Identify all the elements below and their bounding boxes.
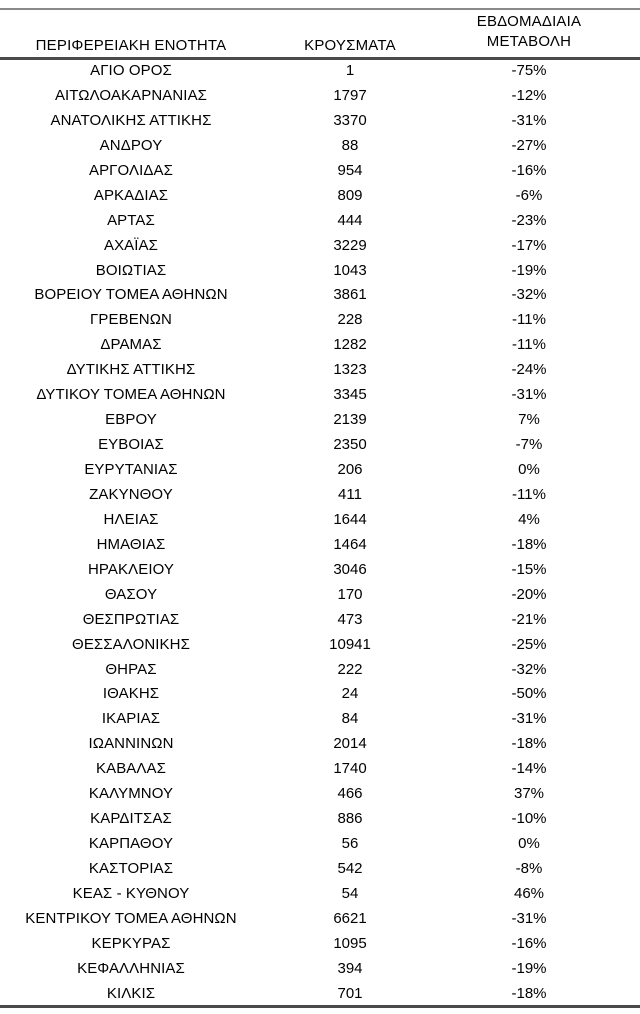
cases-value: 1282 [333, 336, 367, 354]
table-row [0, 633, 640, 658]
weekly-change-value: -11% [512, 485, 546, 503]
region-name: ΑΡΓΟΛΙΔΑΣ [88, 161, 174, 179]
table-row [0, 109, 640, 134]
table-row [0, 707, 640, 732]
header-change-line2: ΜΕΤΑΒΟΛΗ [486, 33, 572, 50]
cases-value: 2139 [333, 411, 367, 429]
cases-value: 1644 [333, 510, 367, 528]
weekly-change-value: -18% [511, 535, 547, 553]
table-row [0, 134, 640, 159]
weekly-change-value: -27% [511, 136, 547, 154]
cases-value: 6621 [333, 909, 367, 927]
table-row [0, 508, 640, 533]
table-row [0, 957, 640, 982]
cases-value: 411 [338, 485, 362, 503]
table-row [0, 757, 640, 782]
table-row [0, 84, 640, 109]
region-name: ΚΑΒΑΛΑΣ [95, 760, 167, 778]
cases-value: 1095 [333, 934, 367, 952]
region-name: ΘΕΣΠΡΩΤΙΑΣ [82, 610, 180, 628]
weekly-change-value: -10% [511, 810, 547, 828]
region-name: ΒΟΙΩΤΙΑΣ [95, 261, 167, 279]
cases-value: 84 [341, 710, 359, 728]
cases-value: 444 [337, 211, 363, 229]
weekly-change-value: -31% [511, 909, 547, 927]
cases-value: 88 [341, 136, 359, 154]
weekly-change-value: 46% [513, 884, 545, 902]
table-row [0, 857, 640, 882]
region-name: ΑΧΑΪΑΣ [103, 236, 159, 254]
weekly-change-value: -31% [511, 111, 547, 129]
table-row [0, 433, 640, 458]
region-name: ΘΑΣΟΥ [104, 585, 158, 603]
cases-value: 3345 [333, 386, 367, 404]
table-body [0, 59, 640, 1007]
cases-value: 954 [337, 161, 363, 179]
cases-value: 473 [337, 610, 363, 628]
cases-value: 542 [337, 860, 363, 877]
region-name: ΗΛΕΙΑΣ [103, 510, 159, 528]
region-name: ΘΕΣΣΑΛΟΝΙΚΗΣ [72, 635, 190, 653]
region-name: ΚΕΦΑΛΛΗΝΙΑΣ [77, 959, 185, 977]
region-name: ΚΑΡΠΑΘΟΥ [88, 835, 174, 853]
region-name: ΕΒΡΟΥ [105, 411, 157, 429]
cases-value: 24 [341, 685, 359, 703]
bottom-rule [0, 1005, 640, 1008]
cases-value: 3046 [333, 560, 367, 578]
header-weekly-change [446, 12, 612, 52]
weekly-change-value: -11% [512, 336, 546, 354]
region-name: ΑΡΚΑΔΙΑΣ [93, 186, 169, 204]
cases-value: 886 [337, 810, 363, 828]
cases-value: 2014 [333, 735, 367, 753]
cases-value: 1464 [333, 535, 367, 553]
region-name: ΑΝΑΤΟΛΙΚΗΣ ΑΤΤΙΚΗΣ [50, 111, 212, 129]
weekly-change-value: -23% [511, 211, 547, 229]
table-row [0, 234, 640, 259]
region-name: ΑΓΙΟ ΟΡΟΣ [90, 62, 172, 79]
region-name: ΘΗΡΑΣ [105, 660, 157, 678]
table-row [0, 682, 640, 707]
table-row [0, 832, 640, 857]
table-row [0, 608, 640, 633]
region-name: ΗΜΑΘΙΑΣ [96, 535, 166, 553]
weekly-change-value: -31% [511, 710, 547, 728]
weekly-change-value: 4% [518, 510, 540, 528]
weekly-change-value: -20% [511, 585, 547, 603]
region-name: ΒΟΡΕΙΟΥ ΤΟΜΕΑ ΑΘΗΝΩΝ [34, 286, 228, 304]
cases-value: 3370 [333, 111, 367, 129]
region-name: ΑΙΤΩΛΟΑΚΑΡΝΑΝΙΑΣ [54, 86, 208, 104]
cases-value: 466 [337, 785, 363, 803]
table-row [0, 184, 640, 209]
region-name: ΕΥΡΥΤΑΝΙΑΣ [84, 461, 178, 478]
cases-value: 206 [337, 461, 363, 478]
cases-value: 1043 [333, 261, 367, 279]
weekly-change-value: -31% [511, 386, 547, 404]
weekly-change-value: -25% [511, 635, 547, 653]
region-name: ΙΘΑΚΗΣ [102, 685, 160, 703]
table-row [0, 383, 640, 408]
region-name: ΚΑΡΔΙΤΣΑΣ [90, 810, 172, 828]
weekly-change-value: -32% [511, 660, 547, 678]
weekly-change-value: -75% [511, 62, 547, 79]
cases-value: 1797 [333, 86, 367, 104]
cases-value: 3861 [333, 286, 367, 304]
table-header [0, 10, 640, 56]
weekly-change-value: -50% [511, 685, 547, 703]
table-row [0, 882, 640, 907]
cases-value: 2350 [333, 436, 367, 454]
table-row [0, 283, 640, 308]
table-row [0, 558, 640, 583]
header-region: ΠΕΡΙΦΕΡΕΙΑΚΗ ΕΝΟΤΗΤΑ [35, 37, 227, 54]
cases-value: 56 [341, 835, 359, 853]
weekly-change-value: -18% [511, 984, 547, 1002]
weekly-change-value: -15% [511, 560, 547, 578]
table-row [0, 732, 640, 757]
cases-value: 809 [337, 186, 363, 204]
table-row [0, 533, 640, 558]
weekly-change-value: -19% [511, 261, 547, 279]
region-name: ΖΑΚΥΝΘΟΥ [89, 485, 173, 503]
table-row [0, 483, 640, 508]
weekly-change-value: -17% [511, 236, 547, 254]
table-row [0, 308, 640, 333]
region-name: ΚΕΝΤΡΙΚΟΥ ΤΟΜΕΑ ΑΘΗΝΩΝ [25, 909, 237, 927]
header-change-line1: ΕΒΔΟΜΑΔΙΑΙΑ [476, 13, 582, 30]
weekly-change-value: -19% [511, 959, 547, 977]
table-row [0, 408, 640, 433]
weekly-change-value: -11% [512, 311, 546, 329]
region-name: ΙΚΑΡΙΑΣ [101, 710, 161, 728]
region-name: ΚΑΛΥΜΝΟΥ [88, 785, 174, 803]
cases-value: 10941 [329, 635, 371, 653]
cases-value: 394 [337, 959, 363, 977]
table-row [0, 159, 640, 184]
region-name: ΔΡΑΜΑΣ [100, 336, 162, 354]
weekly-change-value: 7% [518, 411, 540, 429]
cases-value: 3229 [333, 236, 367, 254]
cases-value: 170 [337, 585, 363, 603]
weekly-change-value: -8% [515, 860, 543, 877]
cases-value: 228 [337, 311, 363, 329]
weekly-change-value: -21% [511, 610, 547, 628]
region-name: ΗΡΑΚΛΕΙΟΥ [87, 560, 174, 578]
cases-value: 1 [345, 62, 355, 79]
cases-value: 1740 [333, 760, 367, 778]
table-row [0, 358, 640, 383]
table-row [0, 658, 640, 683]
table-row [0, 782, 640, 807]
table-row [0, 333, 640, 358]
table-row [0, 209, 640, 234]
region-name: ΚΕΡΚΥΡΑΣ [91, 934, 171, 952]
region-name: ΚΑΣΤΟΡΙΑΣ [88, 860, 174, 877]
region-name: ΙΩΑΝΝΙΝΩΝ [88, 735, 174, 753]
weekly-change-value: -7% [515, 436, 543, 454]
weekly-change-value: -32% [511, 286, 547, 304]
cases-value: 54 [341, 884, 359, 902]
table-row [0, 932, 640, 957]
weekly-change-value: -6% [515, 186, 543, 204]
weekly-change-value: -24% [511, 361, 547, 379]
header-cases: ΚΡΟΥΣΜΑΤΑ [304, 37, 396, 54]
region-name: ΔΥΤΙΚΟΥ ΤΟΜΕΑ ΑΘΗΝΩΝ [36, 386, 226, 404]
region-name: ΑΡΤΑΣ [107, 211, 155, 229]
table-row [0, 458, 640, 483]
region-name: ΚΙΛΚΙΣ [106, 984, 156, 1002]
weekly-change-value: -16% [511, 161, 547, 179]
weekly-change-value: 0% [518, 461, 540, 478]
table-row [0, 807, 640, 832]
weekly-change-value: -18% [511, 735, 547, 753]
cases-value: 701 [337, 984, 363, 1002]
region-name: ΓΡΕΒΕΝΩΝ [90, 311, 172, 329]
weekly-change-value: -14% [511, 760, 547, 778]
region-name: ΔΥΤΙΚΗΣ ΑΤΤΙΚΗΣ [66, 361, 196, 379]
table-row [0, 59, 640, 84]
region-name: ΑΝΔΡΟΥ [99, 136, 163, 154]
table-row [0, 907, 640, 932]
weekly-change-value: 0% [518, 835, 540, 853]
table-row [0, 583, 640, 608]
table-row [0, 259, 640, 284]
table-row [0, 982, 640, 1007]
cases-value: 222 [337, 660, 363, 678]
region-name: ΚΕΑΣ - ΚΥΘΝΟΥ [72, 884, 190, 902]
region-name: ΕΥΒΟΙΑΣ [98, 436, 164, 454]
weekly-change-value: -16% [511, 934, 547, 952]
weekly-change-value: -12% [511, 86, 547, 104]
weekly-change-value: 37% [513, 785, 545, 803]
cases-value: 1323 [333, 361, 367, 379]
